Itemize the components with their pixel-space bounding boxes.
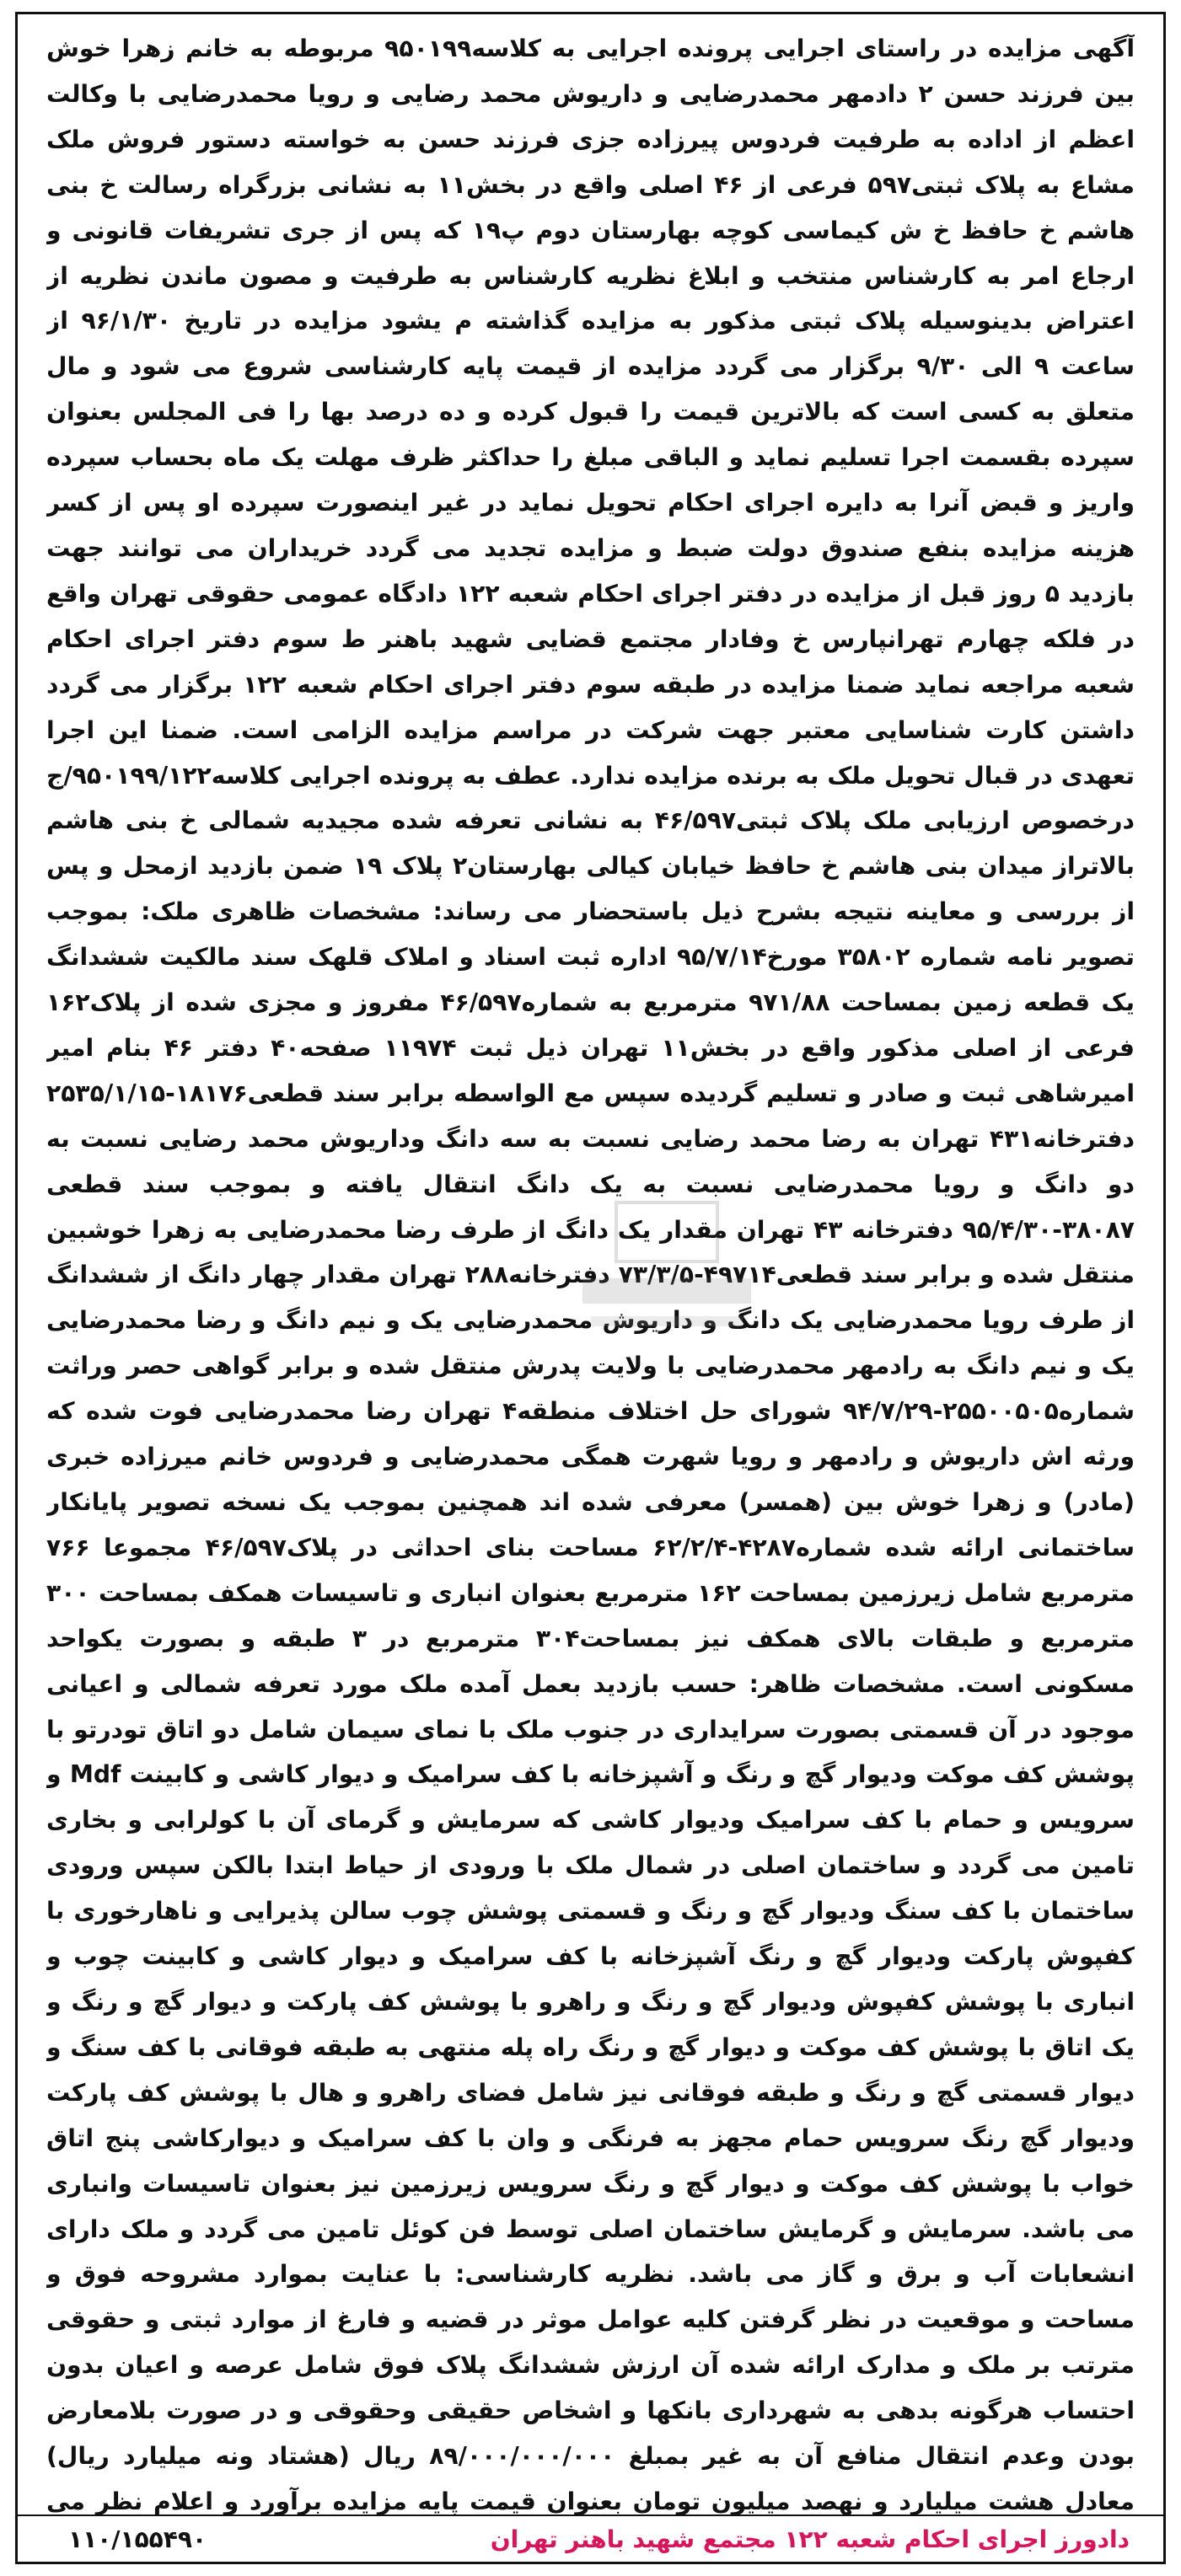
notice-body: آگهی مزایده در راستای اجرایی پرونده اجرایی به کلاسه۹۵۰۱۹۹ مربوطه به خانم زهرا خوش بین فرزند حسن ۲ دادمهر محمدرضایی و داریوش محمد رضایی و رویا محمدرضایی با وکالت اعظم از اداده به طرفیت فردوس پیرزاده جزی فرزند حسن به خواسته دستور فروش ملک مشاع به پلاک ثبتی۵۹۷ فرعی از ۴۶ اصلی واقع در بخش۱۱ به نشانی بزرگراه رسالت خ بنی هاشم خ حافظ خ ش کیماسی کوچه بهارستان دوم پ۱۹ که پس از جری تشریفات قانونی و ارجاع امر به کارشناس منتخب و ابلاغ نظریه کارشناس به طرفیت و مصون ماندن نظریه از اعتراض بدینوسیله پلاک ثبتی مذکور به مزایده گذاشته م یشود مزایده در تاریخ ۹۶/۱/۳۰ از ساعت ۹ الی ۹/۳۰ برگزار می گردد مزایده از قیمت پایه کارشناسی شروع می شود و مال متعلق به کسی است که بالاترین قیمت را قبول کرده و ده درصد بها را فی المجلس بعنوان سپرده بقسمت اجرا تسلیم نماید و الباقی مبلغ را حداکثر ظرف مهلت یک ماه بحساب سپرده واریز و قبض آنرا به دایره اجرای احکام تحویل نماید در غیر اینصورت سپرده او پس از کسر هزینه مزایده بنفع صندوق دولت ضبط و مزایده تجدید می گردد خریداران می توانند جهت بازدید ۵ روز قبل از مزایده در دفتر اجرای احکام شعبه ۱۲۲ دادگاه عمومی حقوقی تهران واقع در فلکه چهارم تهرانپارس خ وفادار مجتمع قضایی شهید باهنر ط سوم دفتر اجرای احکام شعبه مراجعه نماید ضمنا مزایده در طبقه سوم دفتر اجرای احکام شعبه ۱۲۲ برگزار می گردد داشتن کارت شناسایی معتبر جهت شرکت در مراسم مزایده الزامی است. ضمنا این اجرا تعهدی در قبال تحویل ملک به برنده مزایده ندارد. عطف به پرونده اجرایی کلاسه۹۵۰۱۹۹/۱۲۲/ج درخصوص ارزیابی ملک پلاک ثبتی۴۶/۵۹۷ به نشانی تعرفه شده مجیدیه شمالی خ بنی هاشم بالاتراز میدان بنی هاشم خ حافظ خیابان کیالی بهارستان۲ پلاک ۱۹ ضمن بازدید ازمحل و پس از بررسی و معاینه نتیجه بشرح ذیل باستحضار می رساند: مشخصات ظاهری ملک: بموجب تصویر نامه شماره ۳۵۸۰۲ مورخ۹۵/۷/۱۴ اداره ثبت اسناد و املاک قلهک سند مالکیت ششدانگ یک قطعه زمین بمساحت ۹۷۱/۸۸ مترمربع به شماره۴۶/۵۹۷ مفروز و مجزی شده از پلاک۱۶۲ فرعی از اصلی مذکور واقع در بخش۱۱ تهران ذیل ثبت ۱۱۹۷۴ صفحه۴۰ دفتر ۴۶ بنام امیر امیرشاهی ثبت و صادر و تسلیم گردیده سپس مع الواسطه برابر سند قطعی۱۸۱۷۶-۲۵۳۵/۱/۱۵ دفترخانه۴۳۱ تهران به رضا محمد رضایی نسبت به سه دانگ وداریوش محمد رضایی نسبت به دو دانگ و رویا محمدرضایی نسبت به یک دانگ انتقال یافته و بموجب سند قطعی ۳۸۰۸۷-۹۵/۴/۳۰ دفترخانه ۴۳ تهران مقدار یک دانگ از طرف رضا محمدرضایی به زهرا خوشبین منتقل شده و برابر سند قطعی۴۹۷۱۴-۷۳/۳/۵ دفترخانه۲۸۸ تهران مقدار چهار دانگ از ششدانگ از طرف رویا محمدرضایی یک دانگ و داریوش محمدرضایی یک و نیم دانگ و رضا محمدرضایی یک و نیم دانگ به رادمهر محمدرضایی با ولایت پدرش منتقل شده و برابر گواهی حصر وراثت شماره۲۵۵۰۰۵۰۵-۹۴/۷/۲۹ شورای حل اختلاف منطقه۴ تهران رضا محمدرضایی فوت شده که ورثه اش داریوش و رادمهر و رویا شهرت همگی محمدرضایی و فردوس خانم میرزاده خبری (مادر) و زهرا خوش بین (همسر) معرفی شده اند همچنین بموجب یک نسخه تصویر پایانکار ساختمانی ارائه شده شماره۴۲۸۷-۶۲/۲/۴ مساحت بنای احداثی در پلاک۴۶/۵۹۷ مجموعا ۷۶۶ مترمربع شامل زیرزمین بمساحت ۱۶۲ مترمربع بعنوان انباری و تاسیسات همکف بمساحت ۳۰۰ مترمربع و طبقات بالای همکف نیز بمساحت۳۰۴ مترمربع در ۳ طبقه و بصورت یکواحد مسکونی است. مشخصات ظاهر: حسب بازدید بعمل آمده ملک مورد تعرفه شمالی و اعیانی موجود در آن قسمتی بصورت سرایداری در جنوب ملک با نمای سیمان شامل دو اتاق تودرتو با پوشش کف موکت ودیوار گچ و رنگ و آشپزخانه با کف سرامیک و دیوار کاشی و کابینت Mdf و سرویس و حمام با کف سرامیک ودیوار کاشی که سرمایش و گرمای آن با کولرابی و بخاری تامین می گردد و ساختمان اصلی در شمال ملک با ورودی از حیاط ابتدا بالکن سپس ورودی ساختمان با کف سنگ ودیوار گچ و رنگ و قسمتی پوشش چوب سالن پذیرایی و ناهارخوری با کفپوش پارکت ودیوار گچ و رنگ آشپزخانه با کف سرامیک و دیوار کاشی و کابینت چوب و انباری با پوشش کفپوش ودیوار گچ و رنگ و راهرو با پوشش کف پارکت و دیوار گچ و رنگ و یک اتاق با پوشش کف موکت و دیوار گچ و رنگ راه پله منتهی به طبقه فوقانی با کف سنگ و دیوار قسمتی گچ و رنگ و طبقه فوقانی نیز شامل فضای راهرو و هال با پوشش کف پارکت ودیوار گچ رنگ سرویس حمام مجهز به فرنگی و وان با کف سرامیک و دیوارکاشی پنج اتاق خواب با پوشش کف موکت و دیوار گچ و رنگ سرویس زیرزمین نیز بعنوان تاسیسات وانباری می باشد. سرمایش و گرمایش ساختمان اصلی توسط فن کوئل تامین می گردد و ملک دارای انشعابات آب و برق و گاز می باشد. نظریه کارشناسی: با عنایت بموارد مشروحه فوق و مساحت و موقعیت در نظر گرفتن کلیه عوامل موثر در قضیه و فارغ از موارد ثبتی و حقوقی مترتب بر ملک و مدارک ارائه شده آن ارزش ششدانگ پلاک فوق شامل عرصه و اعیان بدون احتساب هرگونه بدهی به شهرداری بانکها و اشخاص حقیقی وحقوقی و در صورت بلامعارض بودن وعدم انتقال منافع آن به غیر بمبلغ ۸۹/۰۰۰/۰۰۰/۰۰۰ ریال (هشتاد ونه میلیارد ریال) معادل هشت میلیارد و نهصد میلیون تومان بعنوان قیمت پایه مزایده برآورد و اعلام نظر می [46,35,1135,2515]
signer-line: دادورز اجرای احکام شعبه ۱۲۲ مجتمع شهید باهنر تهران [490,2525,1130,2553]
notice-footer [18,2514,1163,2562]
reference-number: ۱۱۰/۱۵۵۴۹۰ [68,2525,207,2553]
notice-frame [15,12,1166,2564]
